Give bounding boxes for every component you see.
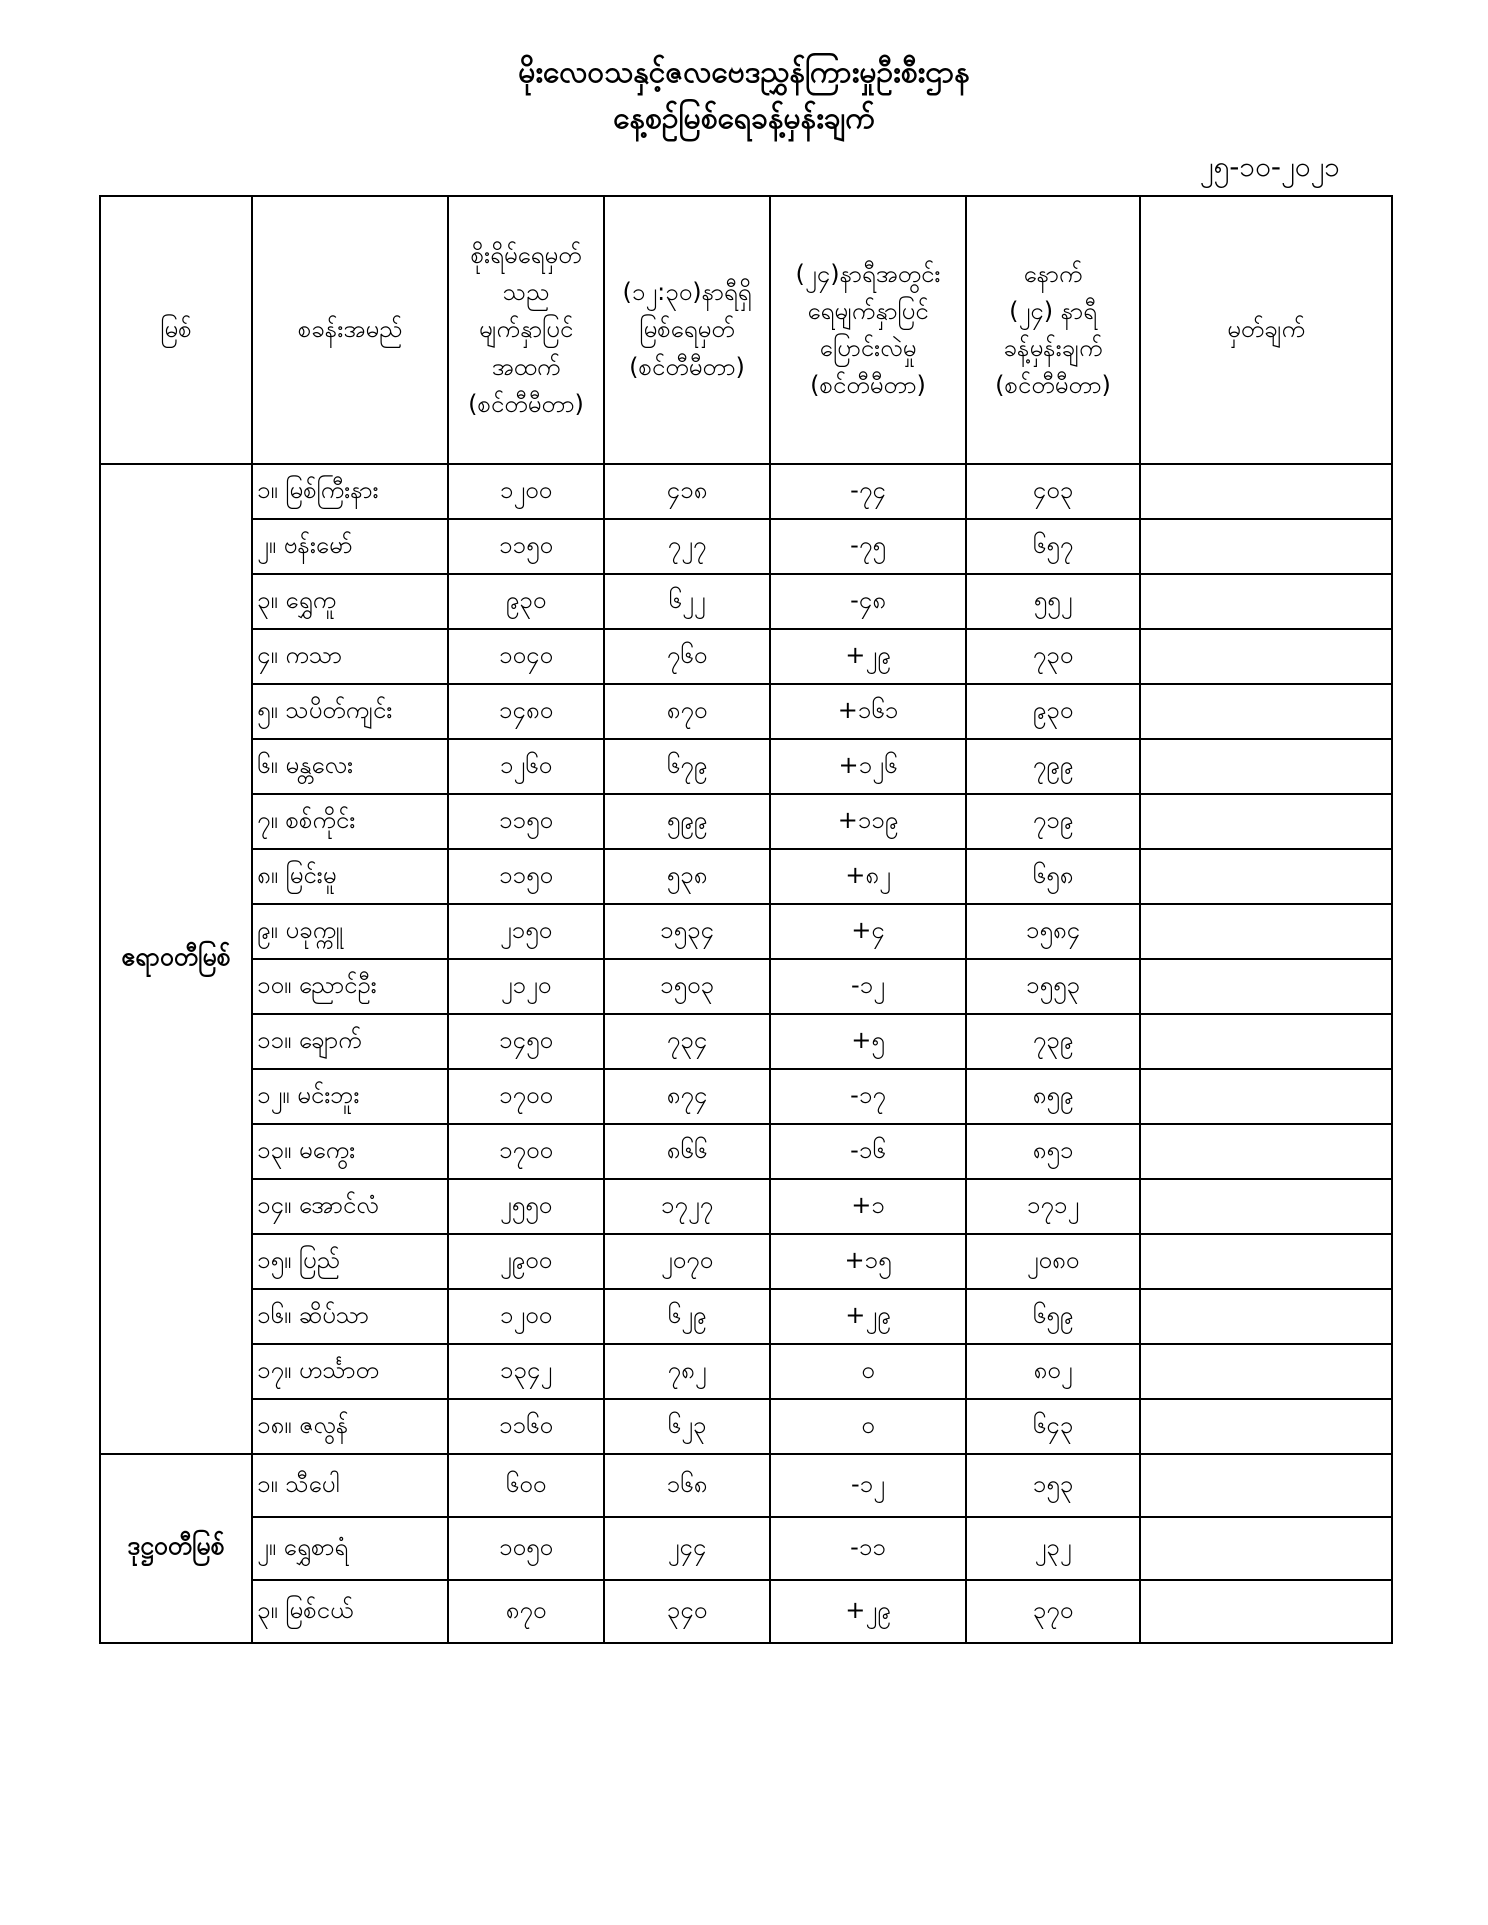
forecast-cell: ၈၅၁ [966, 1124, 1140, 1179]
forecast-cell: ၃၇၀ [966, 1580, 1140, 1643]
station-cell: ၉။ ပခုက္ကူ [252, 904, 448, 959]
danger-level-cell: ၂၉၀၀ [448, 1234, 604, 1289]
current-level-cell: ၆၂၉ [604, 1289, 770, 1344]
table-row [100, 1179, 1392, 1234]
remarks-cell [1140, 629, 1392, 684]
table-row [100, 629, 1392, 684]
change-cell: -၁၂ [770, 1454, 966, 1517]
current-level-cell: ၄၁၈ [604, 464, 770, 519]
river-name-cell: ဒုဋ္ဌဝတီမြစ် [100, 1454, 252, 1643]
danger-level-cell: ၈၇၀ [448, 1580, 604, 1643]
current-level-cell: ၇၃၄ [604, 1014, 770, 1069]
table-row [100, 1069, 1392, 1124]
change-cell: ၀ [770, 1399, 966, 1454]
table-row [100, 519, 1392, 574]
forecast-cell: ၈၀၂ [966, 1344, 1140, 1399]
remarks-cell [1140, 684, 1392, 739]
change-cell: +၅ [770, 1014, 966, 1069]
header-river: မြစ် [100, 196, 252, 464]
danger-level-cell: ၁၂၀၀ [448, 1289, 604, 1344]
remarks-cell [1140, 1454, 1392, 1517]
current-level-cell: ၇၆၀ [604, 629, 770, 684]
remarks-cell [1140, 739, 1392, 794]
current-level-cell: ၁၅၃၄ [604, 904, 770, 959]
remarks-cell [1140, 1124, 1392, 1179]
forecast-cell: ၉၃၀ [966, 684, 1140, 739]
change-cell: ၀ [770, 1344, 966, 1399]
current-level-cell: ၈၆၆ [604, 1124, 770, 1179]
page-subtitle: နေ့စဉ်မြစ်ရေခန့်မှန်းချက် [613, 101, 875, 136]
danger-level-cell: ၂၅၅၀ [448, 1179, 604, 1234]
station-cell: ၈။ မြင်းမူ [252, 849, 448, 904]
current-level-cell: ၆၂၃ [604, 1399, 770, 1454]
change-cell: +၂၉ [770, 629, 966, 684]
remarks-cell [1140, 1580, 1392, 1643]
danger-level-cell: ၁၁၅၀ [448, 794, 604, 849]
station-cell: ၃။ ရွှေကူ [252, 574, 448, 629]
danger-level-cell: ၁၀၄၀ [448, 629, 604, 684]
change-cell: -၇၅ [770, 519, 966, 574]
remarks-cell [1140, 1179, 1392, 1234]
change-cell: -၁၆ [770, 1124, 966, 1179]
station-cell: ၁။ မြစ်ကြီးနား [252, 464, 448, 519]
station-cell: ၁၆။ ဆိပ်သာ [252, 1289, 448, 1344]
change-cell: -၁၇ [770, 1069, 966, 1124]
change-cell: +၁၅ [770, 1234, 966, 1289]
header-forecast: နောက် (၂၄) နာရီ ခန့်မှန်းချက် (စင်တီမီတာ) [966, 196, 1140, 464]
danger-level-cell: ၁၄၈၀ [448, 684, 604, 739]
remarks-cell [1140, 1344, 1392, 1399]
danger-level-cell: ၁၂၀၀ [448, 464, 604, 519]
current-level-cell: ၆၇၉ [604, 739, 770, 794]
remarks-cell [1140, 794, 1392, 849]
remarks-cell [1140, 959, 1392, 1014]
table-row [100, 1014, 1392, 1069]
danger-level-cell: ၉၃၀ [448, 574, 604, 629]
table-row [100, 684, 1392, 739]
table-row [100, 794, 1392, 849]
table-row [100, 1580, 1392, 1643]
remarks-cell [1140, 849, 1392, 904]
station-cell: ၄။ ကသာ [252, 629, 448, 684]
remarks-cell [1140, 1399, 1392, 1454]
forecast-cell: ၇၃၉ [966, 1014, 1140, 1069]
change-cell: -၇၄ [770, 464, 966, 519]
danger-level-cell: ၂၁၂၀ [448, 959, 604, 1014]
forecast-cell: ၆၅၈ [966, 849, 1140, 904]
remarks-cell [1140, 464, 1392, 519]
header-24h-change: (၂၄)နာရီအတွင်း ရေမျက်နှာပြင် ပြောင်းလဲမှု (စင်တီမီတာ) [770, 196, 966, 464]
danger-level-cell: ၁၃၄၂ [448, 1344, 604, 1399]
change-cell: +၁ [770, 1179, 966, 1234]
forecast-cell: ၇၃၀ [966, 629, 1140, 684]
forecast-cell: ၁၇၁၂ [966, 1179, 1140, 1234]
station-cell: ၃။ မြစ်ငယ် [252, 1580, 448, 1643]
change-cell: +၁၁၉ [770, 794, 966, 849]
current-level-cell: ၈၇၀ [604, 684, 770, 739]
forecast-cell: ၂၀၈၀ [966, 1234, 1140, 1289]
current-level-cell: ၁၆၈ [604, 1454, 770, 1517]
current-level-cell: ၁၅၀၃ [604, 959, 770, 1014]
station-cell: ၁၂။ မင်းဘူး [252, 1069, 448, 1124]
table-row [100, 1399, 1392, 1454]
danger-level-cell: ၁၁၆၀ [448, 1399, 604, 1454]
header-station: စခန်းအမည် [252, 196, 448, 464]
danger-level-cell: ၆၀၀ [448, 1454, 604, 1517]
river-name-cell: ဧရာဝတီမြစ် [100, 464, 252, 1454]
header-current-level: (၁၂:၃၀)နာရီရှိ မြစ်ရေမှတ် (စင်တီမီတာ) [604, 196, 770, 464]
change-cell: +၂၉ [770, 1580, 966, 1643]
change-cell: +၁၆၁ [770, 684, 966, 739]
header-remarks: မှတ်ချက် [1140, 196, 1392, 464]
header-danger-level: စိုးရိမ်ရေမှတ် သည မျက်နှာပြင် အထက် (စင်တီမီတာ) [448, 196, 604, 464]
forecast-cell: ၅၅၂ [966, 574, 1140, 629]
danger-level-cell: ၁၂၆၀ [448, 739, 604, 794]
danger-level-cell: ၂၁၅၀ [448, 904, 604, 959]
current-level-cell: ၂၄၄ [604, 1517, 770, 1580]
forecast-cell: ၁၅၈၄ [966, 904, 1140, 959]
station-cell: ၅။ သပိတ်ကျင်း [252, 684, 448, 739]
current-level-cell: ၈၇၄ [604, 1069, 770, 1124]
forecast-cell: ၂၃၂ [966, 1517, 1140, 1580]
station-cell: ၁၈။ ဇလွန် [252, 1399, 448, 1454]
current-level-cell: ၇၂၇ [604, 519, 770, 574]
forecast-cell: ၈၅၉ [966, 1069, 1140, 1124]
danger-level-cell: ၁၇၀၀ [448, 1124, 604, 1179]
danger-level-cell: ၁၇၀၀ [448, 1069, 604, 1124]
remarks-cell [1140, 1014, 1392, 1069]
change-cell: +၈၂ [770, 849, 966, 904]
remarks-cell [1140, 904, 1392, 959]
table-row [100, 1124, 1392, 1179]
table-header-row [100, 196, 1392, 464]
table-row [100, 959, 1392, 1014]
danger-level-cell: ၁၁၅၀ [448, 849, 604, 904]
report-date: ၂၅-၁၀-၂၀၂၁ [1199, 150, 1340, 183]
danger-level-cell: ၁၄၅၀ [448, 1014, 604, 1069]
station-cell: ၂။ ရွှေစာရံ [252, 1517, 448, 1580]
remarks-cell [1140, 574, 1392, 629]
station-cell: ၁၅။ ပြည် [252, 1234, 448, 1289]
current-level-cell: ၅၉၉ [604, 794, 770, 849]
page-title: မိုးလေဝသနှင့်ဇလဗေဒညွှန်ကြားမှုဦးစီးဌာန [518, 55, 970, 90]
danger-level-cell: ၁၁၅၀ [448, 519, 604, 574]
current-level-cell: ၂၀၇၀ [604, 1234, 770, 1289]
table-row [100, 574, 1392, 629]
station-cell: ၁။ သီပေါ [252, 1454, 448, 1517]
table-row [100, 904, 1392, 959]
forecast-cell: ၆၄၃ [966, 1399, 1140, 1454]
change-cell: +၂၉ [770, 1289, 966, 1344]
station-cell: ၁၃။ မကွေး [252, 1124, 448, 1179]
current-level-cell: ၁၇၂၇ [604, 1179, 770, 1234]
station-cell: ၁၄။ အောင်လံ [252, 1179, 448, 1234]
table-row [100, 1234, 1392, 1289]
remarks-cell [1140, 519, 1392, 574]
forecast-cell: ၇၁၉ [966, 794, 1140, 849]
remarks-cell [1140, 1234, 1392, 1289]
station-cell: ၇။ စစ်ကိုင်း [252, 794, 448, 849]
remarks-cell [1140, 1289, 1392, 1344]
change-cell: -၁၂ [770, 959, 966, 1014]
station-cell: ၁၇။ ဟင်္သာတ [252, 1344, 448, 1399]
change-cell: +၁၂၆ [770, 739, 966, 794]
table-row [100, 1344, 1392, 1399]
table-row [100, 1289, 1392, 1344]
table-row [100, 849, 1392, 904]
station-cell: ၂။ ဗန်းမော် [252, 519, 448, 574]
table-row [100, 739, 1392, 794]
river-forecast-table [99, 195, 1393, 1644]
remarks-cell [1140, 1517, 1392, 1580]
change-cell: -၄၈ [770, 574, 966, 629]
forecast-cell: ၇၉၉ [966, 739, 1140, 794]
forecast-cell: ၆၅၉ [966, 1289, 1140, 1344]
change-cell: +၄ [770, 904, 966, 959]
remarks-cell [1140, 1069, 1392, 1124]
station-cell: ၁၁။ ချောက် [252, 1014, 448, 1069]
danger-level-cell: ၁၀၅၀ [448, 1517, 604, 1580]
station-cell: ၁၀။ ညောင်ဦး [252, 959, 448, 1014]
forecast-cell: ၆၅၇ [966, 519, 1140, 574]
forecast-cell: ၁၅၃ [966, 1454, 1140, 1517]
forecast-cell: ၁၅၅၃ [966, 959, 1140, 1014]
current-level-cell: ၆၂၂ [604, 574, 770, 629]
station-cell: ၆။ မန္တလေး [252, 739, 448, 794]
current-level-cell: ၃၄၀ [604, 1580, 770, 1643]
table-row [100, 1454, 1392, 1517]
table-row [100, 1517, 1392, 1580]
current-level-cell: ၅၃၈ [604, 849, 770, 904]
table-row [100, 464, 1392, 519]
forecast-cell: ၄၀၃ [966, 464, 1140, 519]
change-cell: -၁၁ [770, 1517, 966, 1580]
current-level-cell: ၇၈၂ [604, 1344, 770, 1399]
